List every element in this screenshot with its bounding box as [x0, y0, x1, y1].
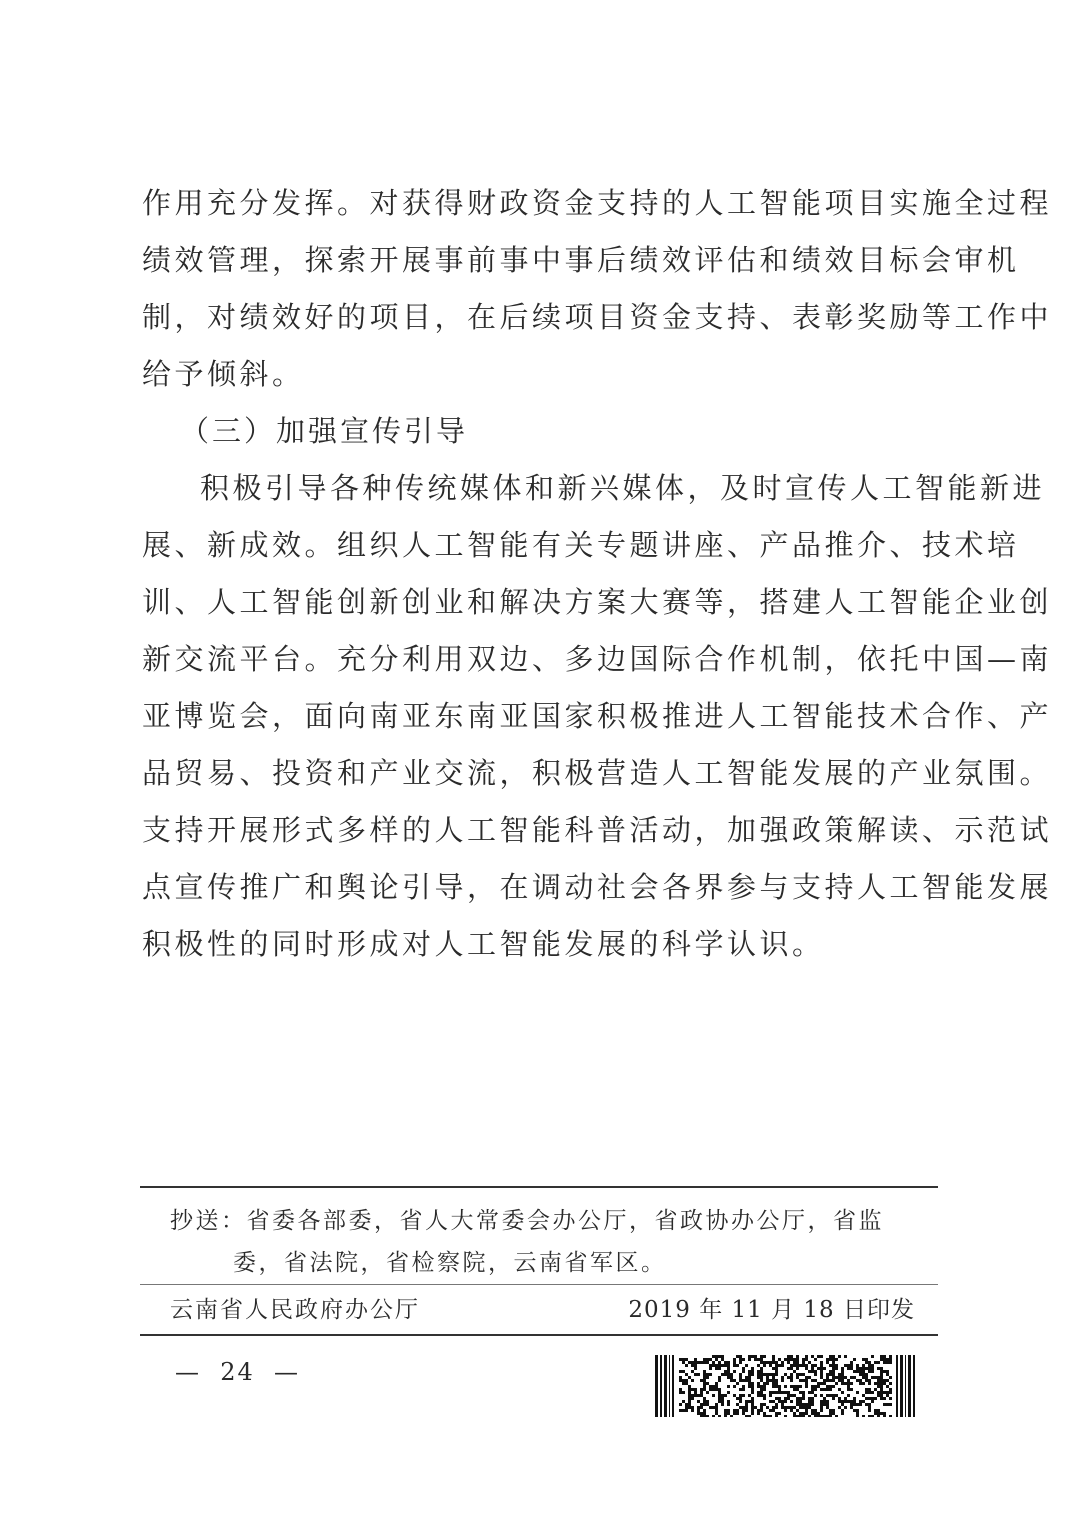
paragraph-line: 品贸易、投资和产业交流，积极营造人工智能发展的产业氛围。	[142, 756, 1053, 790]
paragraph-line: 亚博览会，面向南亚东南亚国家积极推进人工智能技术合作、产	[142, 699, 1053, 733]
paragraph-line: 作用充分发挥。对获得财政资金支持的人工智能项目实施全过程	[142, 186, 1053, 220]
paragraph-line: 支持开展形式多样的人工智能科普活动，加强政策解读、示范试	[142, 813, 1053, 847]
cc-line: 抄送：省委各部委，省人大常委会办公厅，省政协办公厅，省监	[170, 1208, 884, 1234]
page-number: — 24 —	[175, 1358, 301, 1386]
paragraph-line: 积极引导各种传统媒体和新兴媒体，及时宣传人工智能新进	[200, 471, 1046, 505]
body-text	[142, 175, 1053, 973]
barcode-graphic	[655, 1355, 915, 1417]
paragraph-line: 积极性的同时形成对人工智能发展的科学认识。	[142, 927, 825, 961]
paragraph-line: 训、人工智能创新创业和解决方案大赛等，搭建人工智能企业创	[142, 585, 1053, 619]
cc-line: 委，省法院，省检察院，云南省军区。	[233, 1250, 667, 1276]
paragraph-line: 制，对绩效好的项目，在后续项目资金支持、表彰奖励等工作中	[142, 300, 1053, 334]
section-heading: （三）加强宣传引导	[180, 414, 469, 448]
paragraph-line: 点宣传推广和舆论引导，在调动社会各界参与支持人工智能发展	[142, 870, 1053, 904]
issuer-row	[170, 1293, 915, 1327]
paragraph-line: 给予倾斜。	[142, 357, 305, 391]
paragraph-line: 新交流平台。充分利用双边、多边国际合作机制，依托中国—南	[142, 642, 1053, 676]
paragraph-line: 展、新成效。组织人工智能有关专题讲座、产品推介、技术培	[142, 528, 1020, 562]
cc-block	[170, 1200, 930, 1284]
paragraph-line: 绩效管理，探索开展事前事中事后绩效评估和绩效目标会审机	[142, 243, 1020, 277]
issuer-bottom-rule	[140, 1334, 938, 1336]
cc-top-rule	[140, 1186, 938, 1188]
issue-date: 2019 年 11 月 18 日印发	[628, 1297, 915, 1323]
issuer-name: 云南省人民政府办公厅	[170, 1297, 420, 1323]
cc-bottom-rule	[140, 1284, 938, 1285]
